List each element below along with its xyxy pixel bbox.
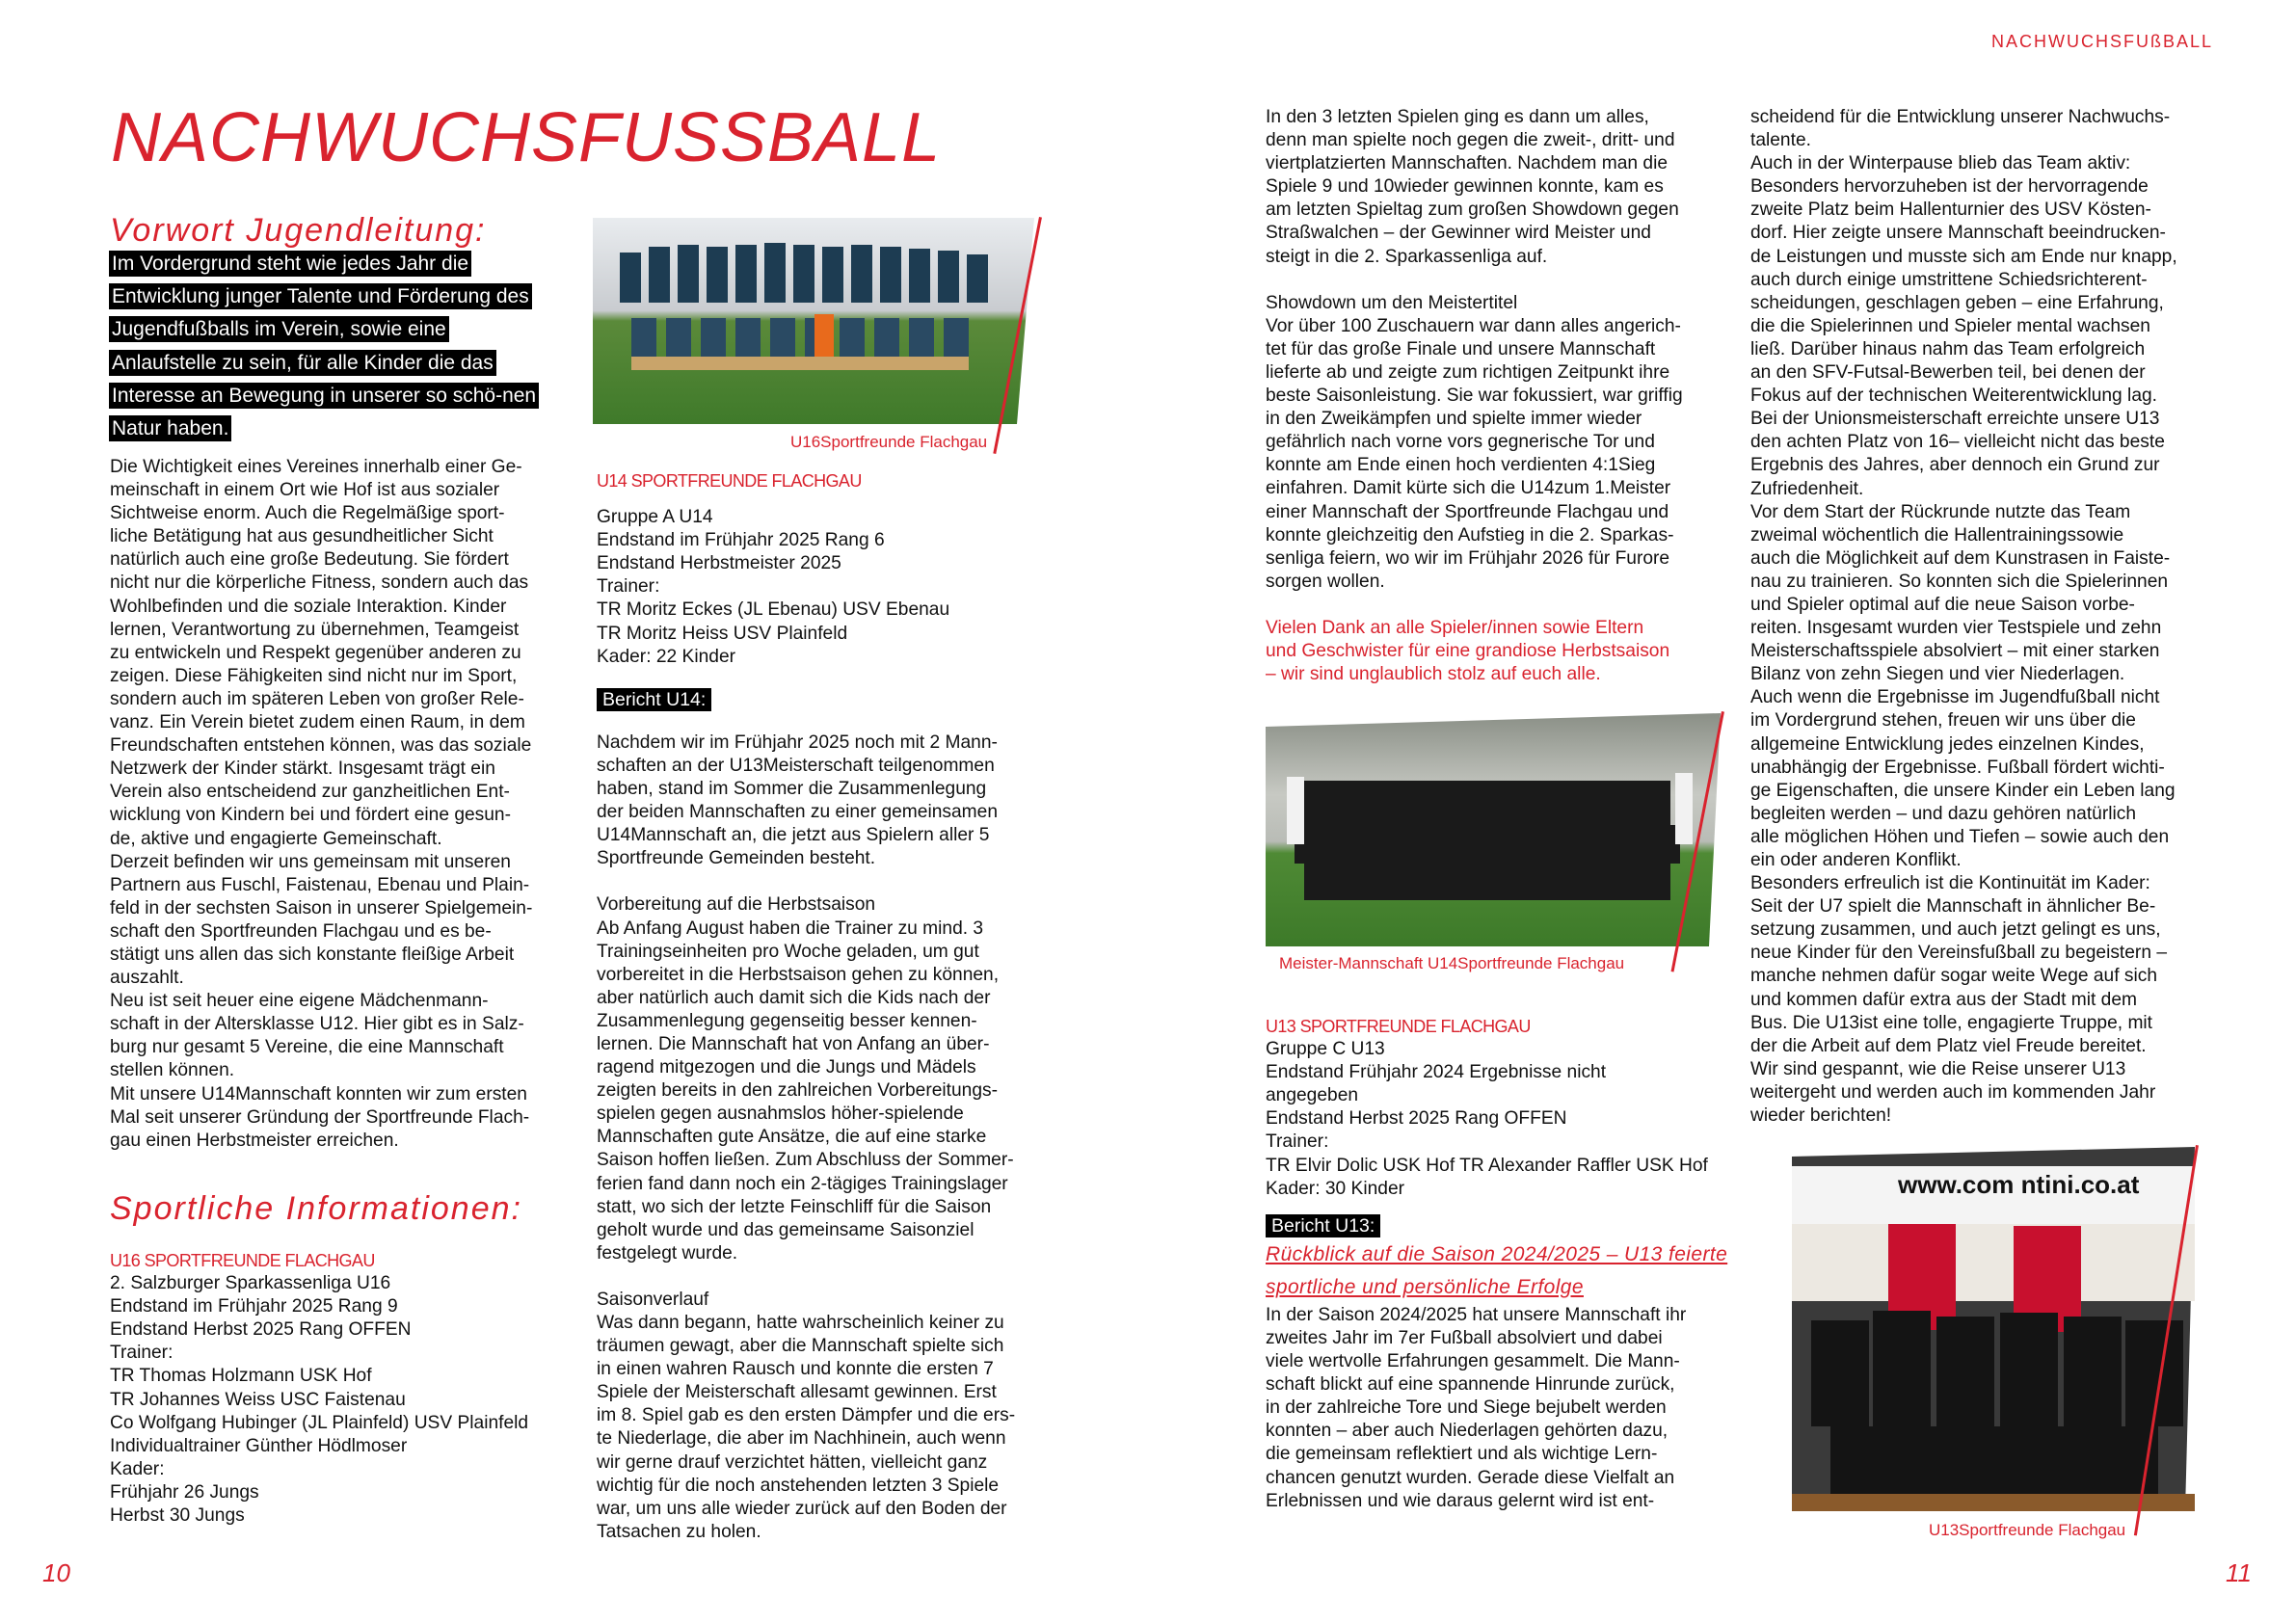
col4-text bbox=[1750, 106, 2213, 1128]
u13-bericht-p1: In der Saison 2024/2025 hat unsere Mannschaft ihr zweites Jahr im 7er Fußball absolviert und dabei viele wertvolle Erfahrungen gesammelt. Die Mann- schaft blickt auf eine spannende Hinrunde zurück, in der zahlreiche Tore und Siege bejubelt werden konnten – aber auch Niederlagen gehörten dazu, die gemeinsam reflektiert und als wichtige Lern- chancen genutzt wurden. Gerade diese Vielfalt an Erlebnissen und wie daraus gelernt wird ist ent- bbox=[1266, 1304, 1687, 1511]
u14-bericht-p3: Saisonverlauf Was dann begann, hatte wahrscheinlich keiner zu träumen gewagt, aber die Mannschaft spielte sich in einen wahren Rausch und konnte die ersten 7 Spiele der Meisterschaft allesamt gewinnen. Erst im 8. Spiel gab es den ersten Dämpfer und die ers- te Niederlage, die aber im Nachhinein, auch wenn wir gerne drauf verzichtet hätten, vielleicht ganz wichtig für die noch anstehenden letzten 3 Spiele war, um uns alle wieder zurück auf den Boden der Tatsachen zu holen. bbox=[597, 1289, 1016, 1542]
u14-bericht-p2: Vorbereitung auf die Herbstsaison Ab Anfang August haben die Trainer zu mind. 3 Trainingseinheiten pro Woche geladen, um gut vorbereitet in die Herbstsaison gehen zu können, aber natürlich auch damit sich die Kids nach der Zusammenlegung gegenseitig besser kennen- lernen. Die Mannschaft hat von Anfang an über- ragend mitgezogen und die Jungs und Mädels zeigten bereits in den zahlreichen Vorbereitungs- spielen gegen ausnahmslos höher-spielende Mannschaften gute Ansätze, die auf eine starke Saison hoffen ließen. Zum Abschluss der Sommer- ferien fand dann noch ein 2-tägiges Trainingslager statt, wo sich der letzte Feinschliff für die Saison geholt wurde und das gemeinsame Saisonziel festgelegt wurde. bbox=[597, 894, 1014, 1264]
page-number-right: 11 bbox=[2226, 1558, 2252, 1587]
team-photo-u13 bbox=[1792, 1147, 2195, 1511]
u13-title: U13 SPORTFREUNDE FLACHGAU bbox=[1266, 1017, 1531, 1036]
u13-info: Gruppe C U13 Endstand Frühjahr 2024 Ergebnisse nicht angegeben Endstand Herbst 2025 Rang OFFEN Trainer: TR Elvir Dolic USK Hof TR Alexander Raffler USK Hof Kader: 30 Kinder bbox=[1266, 1039, 1708, 1199]
u14-bericht-p1: Nachdem wir im Frühjahr 2025 noch mit 2 Mann- schaften an der U13Meisterschaft teilgenommen haben, stand im Sommer die Zusammenlegung der beiden Mannschaften zu einer gemeinsamen U14Mannschaft an, die jetzt aus Spielern aller 5 Sportfreunde Gemeinden besteht. bbox=[597, 732, 998, 869]
col4-body: scheidend für die Entwicklung unserer Nachwuchs- talente. Auch in der Winterpause blieb das Team aktiv: Besonders hervorzuheben ist der hervorragende zweite Platz beim Hallenturnier des USV Kösten- dorf. Hier zeigte unsere Mannschaft beeindrucken- de Leistungen und musste sich am Ende nur knapp, auch durch einige umstrittene Schiedsrichterent- scheidungen, geschlagen geben – eine Erfahrung, die die Spielerinnen und Spieler mental wachsen ließ. Darüber hinaus nahm das Team erfolgreich an den SFV-Futsal-Bewerben teil, bei denen der Fokus auf der technischen Weiterentwicklung lag. Bei der Unionsmeisterschaft erreichte unsere U13 den achten Platz von 16– vielleicht nicht das beste Ergebnis des Jahres, aber dennoch ein Grund zur Zufriedenheit. Vor dem Start der Rückrunde nutzte das Team zweimal wöchentlich die Hallentrainingssowie auch die Möglichkeit auf dem Kunstrasen in Faiste- nau zu trainieren. So konnten sich die Spielerinnen und Spieler optimal auf die neue Saison vorbe- reiten. Insgesamt wurden vier Testspiele und zehn Meisterschaftsspiele absolviert – mit einer starken Bilanz von zehn Siegen und vier Niederlagen. Auch wenn die Ergebnisse im Jugendfußball nicht im Vordergrund stehen, freuen wir uns über die allgemeine Entwicklung jedes einzelnen Kindes, unabhängig der Ergebnisse. Fußball fördert wichti- ge Eigenschaften, die unsere Kinder ein Leben lang begleiten werden – und dazu gehören natürlich alle möglichen Höhen und Tiefen – sowie auch den ein oder anderen Konflikt. Besonders erfreulich ist die Kontinuität im Kader: Seit der U7 spielt die Mannschaft in ähnlicher Be- setzung zusammen, und auch jetzt gelingt es uns, neue Kinder für den Vereinsfußball zu begeistern – manche nehmen dafür sogar weite Wege auf sich und kommen dafür extra aus der Stadt mit dem Bus. Die U13ist eine tolle, engagierte Truppe, mit der die Arbeit auf dem Platz viel Freude bereitet. Wir sind gespannt, wie die Reise unserer U13 weitergeht und werden auch im kommenden Jahr wieder berichten! bbox=[1750, 107, 2177, 1127]
u16-title: U16 SPORTFREUNDE FLACHGAU bbox=[110, 1251, 375, 1270]
u13-section bbox=[1266, 1015, 1738, 1513]
team-photo-u16 bbox=[593, 218, 1034, 424]
running-head: NACHWUCHSFUßBALL bbox=[1990, 32, 2213, 51]
u14-photo-caption: Meister-Mannschaft U14Sportfreunde Flachgau bbox=[1279, 954, 1625, 972]
page-title: NACHWUCHSFUSSBALL bbox=[111, 99, 942, 176]
u14-bericht-label: Bericht U14: bbox=[597, 688, 711, 711]
sport-info-heading: Sportliche Informationen: bbox=[110, 1190, 522, 1227]
col3-p1: In den 3 letzten Spielen ging es dann um alles, denn man spielte noch gegen die zweit-, dritt- und viertplatzierten Mannschaften. Nachdem man die Spiele 9 und 10wieder gewinnen konnte, kam es am letzten Spieltag zum großen Showdown gegen Straßwalchen – der Gewinner wird Meister und steigt in die 2. Sparkassenliga auf. bbox=[1266, 107, 1679, 267]
u13-photo-banner: www.com ntini.co.at bbox=[1898, 1170, 2140, 1199]
u16-photo-caption: U16Sportfreunde Flachgau bbox=[790, 433, 988, 451]
page-number-left: 10 bbox=[42, 1558, 70, 1587]
u14-section bbox=[597, 469, 1050, 1544]
u14-title: U14 SPORTFREUNDE FLACHGAU bbox=[597, 471, 862, 491]
vorwort-intro bbox=[109, 248, 552, 445]
u13-photo-caption: U13Sportfreunde Flachgau bbox=[1929, 1521, 2126, 1539]
col3-thanks: Vielen Dank an alle Spieler/innen sowie Eltern und Geschwister für eine grandiose Herbstsaison – wir sind unglaublich stolz auf euch alle. bbox=[1266, 617, 1670, 685]
u13-bericht-label: Bericht U13: bbox=[1266, 1214, 1380, 1237]
u16-section bbox=[110, 1249, 573, 1528]
vorwort-body-text: Die Wichtigkeit eines Vereines innerhalb einer Ge- meinschaft in einem Ort wie Hof ist aus sozialer Sichtweise enorm. Auch die Regelmäßige sport- liche Betätigung hat aus gesundheitlicher Sicht natürlich auch eine große Bedeutung. Sie fördert nicht nur die körperliche Fitness, sondern auch das Wohlbefinden und die soziale Interaktion. Kinder lernen, Verantwortung zu übernehmen, Teamgeist zu entwickeln und Respekt gegenüber anderen zu zeigen. Diese Fähigkeiten sind nicht nur im Sport, sondern auch im späteren Leben von großer Rele- vanz. Ein Verein bietet zudem einen Raum, in dem Freundschaften entstehen können, was das soziale Netzwerk der Kinder stärkt. Insgesamt trägt ein Verein also entscheidend zur ganzheitlichen Ent- wicklung von Kindern bei und fördert eine gesun- de, aktive und engagierte Gemeinschaft. Derzeit befinden wir uns gemeinsam mit unseren Partnern aus Fuschl, Faistenau, Ebenau und Plain- feld in der sechsten Saison in unserer Spielgemein- schaft den Sportfreunden Flachgau und es be- stätigt uns allen das sich konstante fleißige Arbeit auszahlt. Neu ist seit heuer eine eigene Mädchenmann- schaft in der Altersklasse U12. Hier gibt es in Salz- burg nur gesamt 5 Vereine, die eine Mannschaft stellen können. Mit unsere U14Mannschaft konnten wir zum ersten Mal seit unserer Gründung der Sportfreunde Flach- gau einen Herbstmeister erreichen. bbox=[110, 457, 533, 1151]
vorwort-intro-text: Im Vordergrund steht wie jedes Jahr die Entwicklung junger Talente und Förderung des Jugendfußballs im Verein, sowie eine Anlaufstelle zu sein, für alle Kinder die das Interesse an Bewegung in unserer so schö-nen Natur haben. bbox=[109, 251, 539, 441]
u13-rueckblick-heading: Rückblick auf die Saison 2024/2025 – U13 feierte sportliche und persönliche Erfolge bbox=[1266, 1242, 1728, 1298]
vorwort-body bbox=[110, 456, 563, 1153]
u16-info: 2. Salzburger Sparkassenliga U16 Endstand im Frühjahr 2025 Rang 9 Endstand Herbst 2025 Rang OFFEN Trainer: TR Thomas Holzmann USK Hof TR Johannes Weiss USC Faistenau Co Wolfgang Hubinger (JL Plainfeld) USV Plainfeld Individualtrainer Günther Hödlmoser Kader: Frühjahr 26 Jungs Herbst 30 Jungs bbox=[110, 1273, 529, 1527]
u14-info: Gruppe A U14 Endstand im Frühjahr 2025 Rang 6 Endstand Herbstmeister 2025 Trainer: TR Moritz Eckes (JL Ebenau) USV Ebenau TR Moritz Heiss USV Plainfeld Kader: 22 Kinder bbox=[597, 507, 950, 667]
vorwort-heading: Vorwort Jugendleitung: bbox=[110, 212, 487, 249]
col3-text-top bbox=[1266, 106, 1738, 686]
team-photo-u14-meister bbox=[1266, 713, 1721, 946]
col3-p2: Showdown um den Meistertitel Vor über 100 Zuschauern war dann alles angerich- tet für das große Finale und unsere Mannschaft lieferte ab und zeigte zum richtigen Zeitpunkt ihre beste Saisonleistung. Sie war fokussiert, war griffig in den Zweikämpfen und spielte immer wieder gefährlich nach vorne vors gegnerische Tor und konnte am Ende einen hoch verdienten 4:1Sieg einfahren. Damit kürte sich die U14zum 1.Meister einer Mannschaft der Sportfreunde Flachgau und konnte gleichzeitig den Aufstieg in die 2. Sparkas- senliga feiern, wo wir im Frühjahr 2026 für Furore sorgen wollen. bbox=[1266, 292, 1683, 592]
